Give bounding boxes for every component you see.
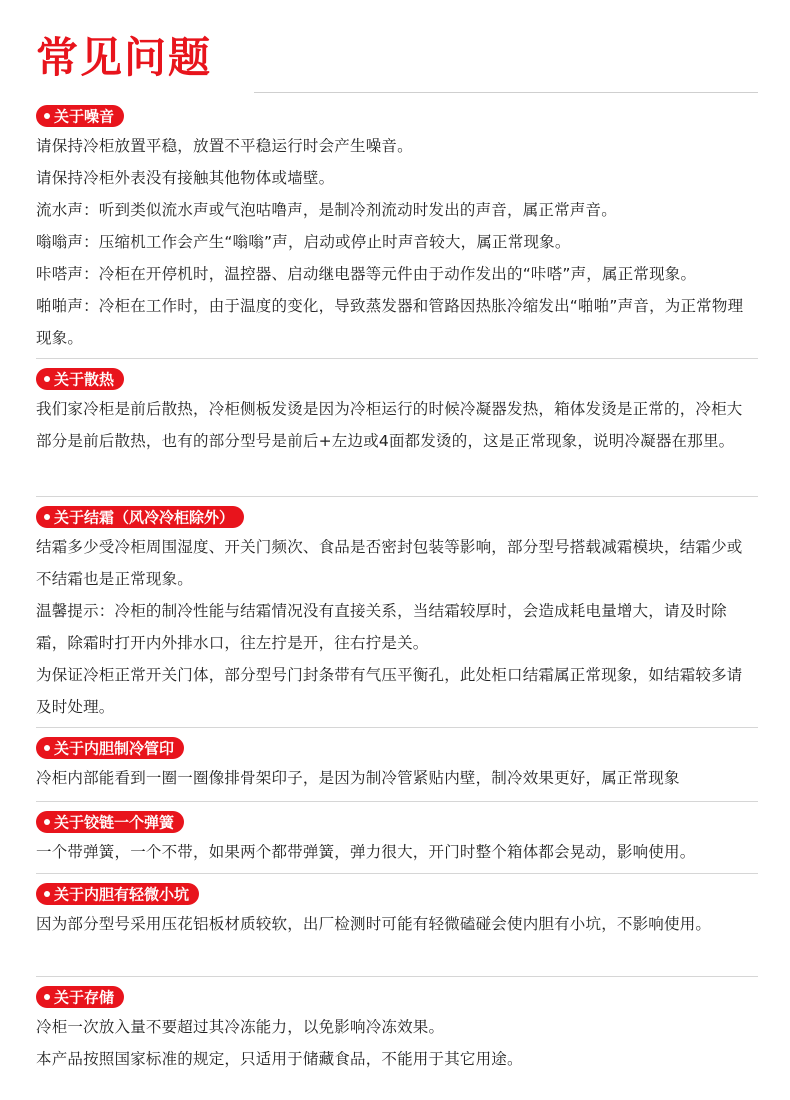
section-divider [36, 801, 758, 802]
section-storage [36, 986, 758, 1075]
section-frost [36, 506, 758, 723]
paragraph: 咔嗒声：冷柜在开停机时，温控器、启动继电器等元件由于动作发出的“咔嗒”声，属正常现象。 [36, 265, 697, 283]
section-tag-frost: 关于结霜（风冷冷柜除外） [36, 506, 244, 528]
bullet-dot-icon [44, 745, 50, 751]
page-title: 常见问题 [36, 33, 213, 82]
bullet-dot-icon [44, 113, 50, 119]
section-hinge-spring [36, 811, 758, 868]
paragraph: 一个带弹簧，一个不带，如果两个都带弹簧，弹力很大，开门时整个箱体都会晃动，影响使用。 [36, 843, 696, 861]
section-liner-dents [36, 883, 758, 940]
paragraph: 请保持冷柜外表没有接触其他物体或墙壁。 [36, 169, 335, 187]
section-tag-liner-dents: 关于内胆有轻微小坑 [36, 883, 199, 905]
paragraph: 因为部分型号采用压花铝板材质较软，出厂检测时可能有轻微磕碰会使内胆有小坑，不影响使用。 [36, 915, 712, 933]
bullet-dot-icon [44, 376, 50, 382]
section-heat [36, 368, 758, 457]
paragraph: 温馨提示：冷柜的制冷性能与结霜情况没有直接关系，当结霜较厚时，会造成耗电量增大，请及时除霜，除霜时打开内外排水口，往左拧是开，往右拧是关。 [36, 602, 727, 652]
section-tag-noise: 关于噪音 [36, 105, 124, 127]
section-divider [36, 976, 758, 977]
bullet-dot-icon [44, 819, 50, 825]
section-divider [36, 873, 758, 874]
paragraph: 冷柜内部能看到一圈一圈像排骨架印子，是因为制冷管紧贴内壁，制冷效果更好，属正常现象 [36, 769, 680, 787]
section-divider [36, 358, 758, 359]
section-noise [36, 105, 758, 354]
section-tag-storage: 关于存储 [36, 986, 124, 1008]
paragraph: 冷柜一次放入量不要超过其冷冻能力，以免影响冷冻效果。 [36, 1018, 445, 1036]
paragraph: 结霜多少受冷柜周围湿度、开关门频次、食品是否密封包装等影响，部分型号搭载减霜模块，结霜少或不结霜也是正常现象。 [36, 538, 743, 588]
paragraph: 啪啪声：冷柜在工作时，由于温度的变化，导致蒸发器和管路因热胀冷缩发出“啪啪”声音，为正常物理现象。 [36, 297, 744, 347]
paragraph: 请保持冷柜放置平稳，放置不平稳运行时会产生噪音。 [36, 137, 413, 155]
section-tag-liner-marks: 关于内胆制冷管印 [36, 737, 184, 759]
section-divider [36, 727, 758, 728]
section-tag-heat: 关于散热 [36, 368, 124, 390]
paragraph: 为保证冷柜正常开关门体，部分型号门封条带有气压平衡孔，此处柜口结霜属正常现象，如结霜较多请及时处理。 [36, 666, 743, 716]
title-divider [254, 92, 758, 93]
paragraph: 本产品按照国家标准的规定，只适用于储藏食品，不能用于其它用途。 [36, 1050, 523, 1068]
bullet-dot-icon [44, 891, 50, 897]
paragraph: 我们家冷柜是前后散热，冷柜侧板发烫是因为冷柜运行的时候冷凝器发热，箱体发烫是正常的，冷柜大部分是前后散热，也有的部分型号是前后+左边或4面都发烫的，这是正常现象，说明冷凝器在那里。 [36, 400, 743, 450]
paragraph: 嗡嗡声：压缩机工作会产生“嗡嗡”声，启动或停止时声音较大，属正常现象。 [36, 233, 571, 251]
section-tag-hinge-spring: 关于铰链一个弹簧 [36, 811, 184, 833]
section-liner-marks [36, 737, 758, 794]
bullet-dot-icon [44, 514, 50, 520]
bullet-dot-icon [44, 994, 50, 1000]
paragraph: 流水声：听到类似流水声或气泡咕噜声，是制冷剂流动时发出的声音，属正常声音。 [36, 201, 617, 219]
section-divider [36, 496, 758, 497]
title-row [36, 32, 758, 94]
